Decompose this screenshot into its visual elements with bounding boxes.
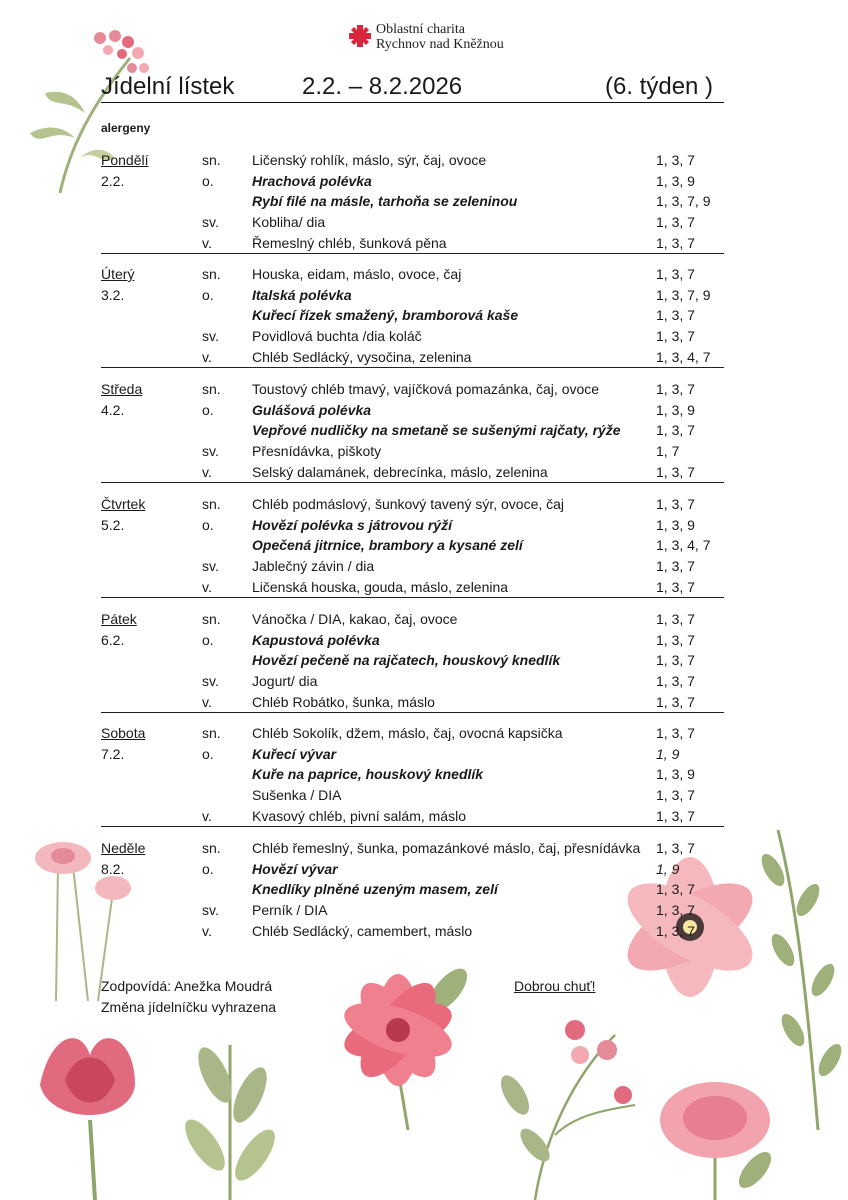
menu-row: [101, 723, 724, 743]
meal-description: Toustový chléb tmavý, vajíčková pomazánka, čaj, ovoce: [252, 381, 600, 397]
meal-type: o.: [202, 286, 214, 303]
meal-type: v.: [202, 807, 212, 824]
menu-row: [101, 609, 724, 629]
allergen-codes: 1, 9: [656, 860, 680, 877]
allergen-codes: 1, 3, 4, 7: [656, 348, 711, 365]
allergen-codes: 1, 3, 7: [656, 725, 695, 741]
allergen-column-label: alergeny: [101, 121, 151, 135]
meal-type: o.: [202, 172, 214, 189]
menu-row: [101, 900, 724, 920]
meal-description: Ličenská houska, gouda, máslo, zelenina: [252, 578, 509, 595]
meal-type: sv.: [202, 328, 219, 345]
menu-row: [101, 150, 724, 170]
menu-row: [101, 171, 724, 191]
day-date: 2.2.: [101, 172, 125, 189]
menu-row: [101, 785, 724, 805]
allergen-codes: 1, 3, 7: [656, 881, 695, 898]
meal-description: Selský dalamánek, debrecínka, máslo, zelenina: [252, 463, 548, 480]
menu-row: [101, 420, 724, 440]
allergen-codes: 1, 3, 9: [656, 766, 695, 783]
meal-type: sn.: [202, 496, 221, 512]
meal-type: sv.: [202, 673, 219, 690]
berry-branch-bottom-decoration: [495, 1015, 645, 1200]
allergen-codes: 1, 3, 7: [656, 463, 695, 480]
menu-row: [101, 462, 724, 483]
meal-description: Knedlíky plněné uzeným masem, zelí: [252, 881, 498, 898]
meal-description: Kvasový chléb, pivní salám, máslo: [252, 807, 466, 824]
menu-row: [101, 264, 724, 284]
meal-description: Chléb podmáslový, šunkový tavený sýr, ovoce, čaj: [252, 496, 565, 512]
allergen-codes: 1, 3, 7: [656, 902, 695, 919]
meal-description: Kuřecí řízek smažený, bramborová kaše: [252, 307, 519, 324]
allergen-codes: 1, 3, 7: [656, 787, 695, 804]
meal-description: Jogurt/ dia: [252, 673, 318, 690]
menu-row: [101, 859, 724, 879]
week-number: (6. týden ): [605, 73, 714, 100]
allergen-codes: 1, 3, 4, 7: [656, 537, 711, 554]
meal-description: Gulášová polévka: [252, 401, 372, 418]
allergen-codes: 1, 3, 7: [656, 381, 695, 397]
meal-description: Hovězí polévka s játrovou rýží: [252, 516, 452, 533]
allergen-codes: 1, 3, 7, 9: [656, 286, 711, 303]
meal-description: Sušenka / DIA: [252, 787, 342, 804]
menu-row: [101, 806, 724, 827]
greeting-text: Dobrou chuť!: [514, 978, 596, 994]
meal-description: Chléb Sokolík, džem, máslo, čaj, ovocná kapsička: [252, 725, 563, 741]
day-date: 7.2.: [101, 745, 125, 762]
menu-row: [101, 400, 724, 420]
allergen-codes: 1, 3, 7, 9: [656, 193, 711, 210]
meal-type: o.: [202, 516, 214, 533]
meal-type: o.: [202, 860, 214, 877]
date-range: 2.2. – 8.2.2026: [302, 73, 463, 100]
meal-type: sn.: [202, 840, 221, 856]
allergen-codes: 1, 3, 9: [656, 516, 695, 533]
responsible-person: Zodpovídá: Anežka Moudrá: [101, 978, 273, 994]
meal-description: Perník / DIA: [252, 902, 328, 919]
menu-change-note: Změna jídelníčku vyhrazena: [101, 999, 277, 1015]
menu-row: [101, 838, 724, 858]
menu-row: [101, 556, 724, 576]
menu-row: [101, 650, 724, 670]
allergen-codes: 1, 3, 7: [656, 922, 695, 939]
meal-description: Houska, eidam, máslo, ovoce, čaj: [252, 266, 462, 282]
allergen-codes: 1, 3, 7: [656, 631, 695, 648]
day-date: 6.2.: [101, 631, 125, 648]
meal-type: sv.: [202, 558, 219, 575]
meal-type: sn.: [202, 266, 221, 282]
page-title: Jídelní lístek: [101, 73, 235, 100]
allergen-codes: 1, 3, 7: [656, 693, 695, 710]
allergen-codes: 1, 3, 7: [656, 152, 695, 168]
allergen-codes: 1, 3, 7: [656, 611, 695, 627]
meal-description: Řemeslný chléb, šunková pěna: [252, 234, 447, 251]
meal-type: v.: [202, 234, 212, 251]
meal-type: sn.: [202, 152, 221, 168]
menu-row: [101, 577, 724, 598]
allergen-codes: 1, 3, 7: [656, 422, 695, 439]
menu-row: [101, 326, 724, 346]
meal-type: v.: [202, 348, 212, 365]
meal-type: v.: [202, 693, 212, 710]
day-name: Pátek: [101, 611, 137, 627]
allergen-codes: 1, 7: [656, 443, 680, 460]
meal-description: Italská polévka: [252, 286, 352, 303]
menu-row: [101, 692, 724, 713]
allergen-codes: 1, 3, 7: [656, 807, 695, 824]
meal-type: sn.: [202, 611, 221, 627]
meal-description: Opečená jitrnice, brambory a kysané zelí: [252, 537, 523, 554]
allergen-codes: 1, 3, 7: [656, 266, 695, 282]
allergen-codes: 1, 3, 7: [656, 652, 695, 669]
day-name: Sobota: [101, 725, 146, 741]
meal-type: sv.: [202, 443, 219, 460]
charity-cross-icon: [348, 24, 372, 48]
day-name: Úterý: [101, 266, 135, 282]
menu-row: [101, 494, 724, 514]
logo-line-1: Oblastní charita: [376, 22, 466, 37]
allergen-codes: 1, 3, 7: [656, 496, 695, 512]
leaf-sprig-bottom-decoration: [175, 1035, 285, 1200]
meal-description: Hovězí vývar: [252, 860, 338, 877]
menu-row: [101, 921, 724, 941]
tulip-bottom-left-decoration: [20, 1025, 150, 1200]
meal-description: Chléb řemeslný, šunka, pomazánkové máslo, čaj, přesnídávka: [252, 840, 641, 856]
allergen-codes: 1, 3, 7: [656, 214, 695, 231]
allergen-codes: 1, 3, 7: [656, 578, 695, 595]
allergen-codes: 1, 3, 7: [656, 673, 695, 690]
title-row: [101, 72, 724, 103]
day-name: Neděle: [101, 840, 146, 856]
meal-type: o.: [202, 631, 214, 648]
menu-row: [101, 212, 724, 232]
meal-description: Přesnídávka, piškoty: [252, 443, 382, 460]
meal-type: sv.: [202, 902, 219, 919]
meal-description: Kapustová polévka: [252, 631, 380, 648]
meal-type: sn.: [202, 725, 221, 741]
day-name: Středa: [101, 381, 143, 397]
day-date: 5.2.: [101, 516, 125, 533]
meal-type: sn.: [202, 381, 221, 397]
day-date: 4.2.: [101, 401, 125, 418]
meal-description: Kobliha/ dia: [252, 214, 326, 231]
pink-flower-bottom-right-decoration: [655, 1070, 785, 1200]
day-date: 3.2.: [101, 286, 125, 303]
meal-description: Chléb Sedlácký, vysočina, zelenina: [252, 348, 472, 365]
day-name: Čtvrtek: [101, 496, 146, 512]
allergen-codes: 1, 3, 7: [656, 328, 695, 345]
meal-description: Ličenský rohlík, máslo, sýr, čaj, ovoce: [252, 152, 487, 168]
allergen-codes: 1, 3, 9: [656, 172, 695, 189]
allergen-codes: 1, 3, 7: [656, 234, 695, 251]
logo-line-2: Rychnov nad Kněžnou: [376, 37, 504, 52]
meal-type: sv.: [202, 214, 219, 231]
menu-row: [101, 764, 724, 784]
menu-row: [101, 744, 724, 764]
menu-row: [101, 233, 724, 254]
allergen-codes: 1, 3, 9: [656, 401, 695, 418]
menu-row: [101, 671, 724, 691]
menu-row: [101, 515, 724, 535]
meal-description: Hovězí pečeně na rajčatech, houskový knedlík: [252, 652, 561, 669]
meal-description: Rybí filé na másle, tarhoňa se zeleninou: [252, 193, 518, 210]
menu-row: [101, 630, 724, 650]
meal-type: v.: [202, 578, 212, 595]
meal-description: Vepřové nudličky na smetaně se sušenými rajčaty, rýže: [252, 422, 621, 439]
meal-description: Chléb Robátko, šunka, máslo: [252, 693, 435, 710]
menu-row: [101, 285, 724, 305]
allergen-codes: 1, 3, 7: [656, 558, 695, 575]
center-flower-decoration: [308, 950, 488, 1130]
menu-row: [101, 305, 724, 325]
menu-row: [101, 191, 724, 211]
meal-description: Jablečný závin / dia: [252, 558, 375, 575]
meal-description: Povidlová buchta /dia koláč: [252, 328, 422, 345]
meal-type: v.: [202, 463, 212, 480]
meal-type: o.: [202, 401, 214, 418]
meal-type: v.: [202, 922, 212, 939]
menu-row: [101, 535, 724, 555]
menu-row: [101, 441, 724, 461]
meal-description: Vánočka / DIA, kakao, čaj, ovoce: [252, 611, 458, 627]
day-date: 8.2.: [101, 860, 125, 877]
allergen-codes: 1, 3, 7: [656, 307, 695, 324]
charity-logo: [348, 22, 504, 52]
allergen-codes: 1, 9: [656, 745, 680, 762]
meal-description: Kuřecí vývar: [252, 745, 337, 762]
meal-description: Kuře na paprice, houskový knedlík: [252, 766, 484, 783]
menu-row: [101, 379, 724, 399]
day-name: Pondělí: [101, 152, 149, 168]
meal-type: o.: [202, 745, 214, 762]
meal-description: Hrachová polévka: [252, 172, 372, 189]
allergen-codes: 1, 3, 7: [656, 840, 695, 856]
menu-row: [101, 879, 724, 899]
meal-description: Chléb Sedlácký, camembert, máslo: [252, 922, 473, 939]
menu-row: [101, 347, 724, 368]
